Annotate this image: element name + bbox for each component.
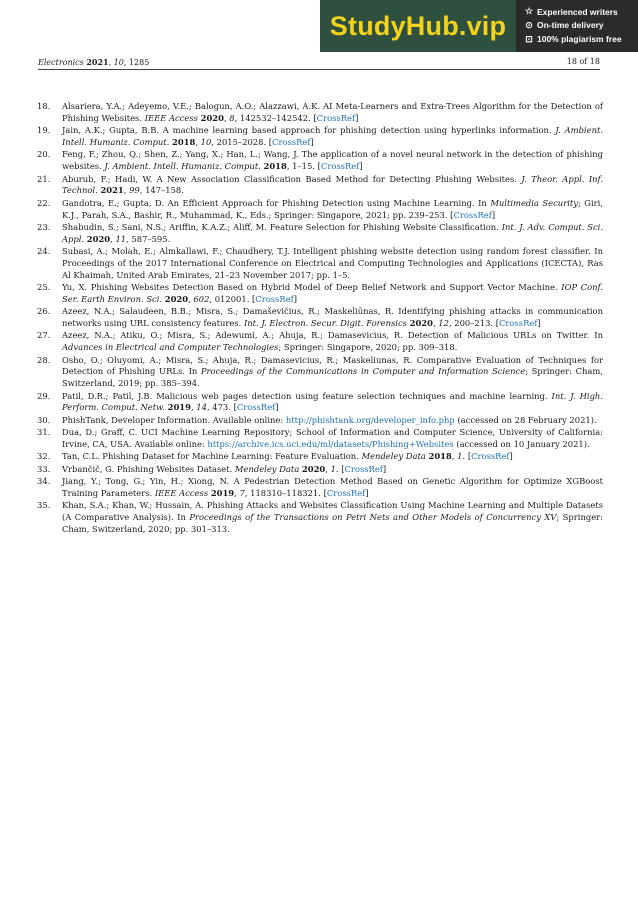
reference-item <box>37 464 603 476</box>
reference-segment: , <box>195 136 201 147</box>
reference-segment: ] <box>509 451 513 462</box>
journal-year: 2021 <box>86 57 109 67</box>
crossref-link[interactable]: CrossRef <box>471 451 510 462</box>
reference-segment: IOP Conf. Ser. Earth Environ. Sci. <box>62 282 604 304</box>
reference-segment: 12 <box>438 318 449 329</box>
reference-number: 21. <box>37 173 51 184</box>
reference-segment: 10 <box>200 136 212 147</box>
reference-number: 34. <box>37 476 51 487</box>
reference-number: 31. <box>37 427 51 438</box>
star-icon: ☆ <box>524 6 534 17</box>
journal-volume: 10 <box>113 58 124 67</box>
reference-number: 26. <box>37 306 51 317</box>
reference-item <box>37 306 603 330</box>
reference-segment: IEEE Access <box>154 488 209 498</box>
reference-segment: 2020 <box>301 463 326 474</box>
studyhub-logo[interactable]: StudyHub.vip <box>320 0 516 52</box>
reference-segment: ; Springer: Cham, Switzerland, 2020; pp. 301–313. <box>62 512 603 534</box>
reference-segment: 2018 <box>172 136 196 147</box>
reference-number: 18. <box>37 101 51 111</box>
reference-number: 19. <box>37 125 51 136</box>
page-number: 18 of 18 <box>566 57 600 66</box>
reference-segment: ; Springer: Singapore, 2020; pp. 309–318. <box>278 342 458 353</box>
article-number: 1285 <box>128 58 150 67</box>
crossref-link[interactable]: CrossRef <box>320 161 360 172</box>
reference-segment: , <box>188 293 194 304</box>
reference-text <box>62 415 603 427</box>
reference-item <box>37 415 603 427</box>
feature-on-time-delivery <box>524 20 638 31</box>
reference-segment: , 012001. [ <box>209 293 256 304</box>
crossref-link[interactable]: CrossRef <box>236 402 276 413</box>
reference-segment: , 473. [ <box>206 402 237 413</box>
reference-text <box>62 330 603 354</box>
reference-segment: (accessed on 28 February 2021). <box>454 414 597 425</box>
reference-segment: 2020 <box>86 233 111 244</box>
reference-segment: , 2015–2028. [ <box>211 136 273 147</box>
reference-segment: Advances in Electrical and Computer Technologies <box>62 342 279 353</box>
reference-segment: Shabudin, S.; Sani, N.S.; Ariffin, K.A.Z.; Aliff, M. Feature Selection for Phishing Website Classification. <box>62 221 502 232</box>
reference-segment: 2018 <box>263 161 287 172</box>
reference-segment: Yu, X. Phishing Websites Detection Based on Hybrid Model of Deep Belief Network and Support Vector Machine. <box>62 282 562 293</box>
reference-number: 22. <box>37 197 51 208</box>
reference-segment: Feng, F.; Zhou, Q.; Shen, Z.; Yang, X.; Han, L.; Wang, J. The application of a novel neural network in the detection of phishing websites. <box>62 149 603 172</box>
reference-number: 24. <box>37 246 51 257</box>
crossref-link[interactable]: CrossRef <box>316 112 356 123</box>
reference-number: 25. <box>37 282 51 293</box>
reference-segment: Int. J. High. Perform. Comput. Netw. <box>62 390 603 413</box>
feature-label: On-time delivery <box>537 20 604 31</box>
reference-segment: . [ <box>462 451 472 462</box>
reference-segment: 99 <box>129 185 140 196</box>
reference-segment: 2018 <box>428 451 452 462</box>
reference-segment: ] <box>275 402 279 413</box>
reference-segment: Patil, D.R.; Patil, J.B. Malicious web pages detection using feature selection techniques and machine learning. <box>62 390 552 401</box>
studyhub-banner[interactable] <box>320 0 638 52</box>
reference-text <box>62 222 603 246</box>
reference-segment: ] <box>537 318 541 329</box>
reference-segment: Dua, D.; Graff, C. UCI Machine Learning Repository; School of Information and Computer Science, University of California: Irvine, CA, USA. Available online: <box>62 427 603 450</box>
banner-features <box>516 0 638 52</box>
reference-text <box>62 101 603 125</box>
reference-segment: , 587–595. <box>126 233 171 244</box>
reference-segment: , <box>190 402 197 413</box>
reference-text <box>62 500 603 535</box>
running-header-citation: Electronics 2021, 10, 1285 <box>38 57 150 67</box>
reference-segment: 2019 <box>210 488 235 498</box>
reference-segment: , <box>451 451 458 462</box>
reference-segment: (accessed on 10 January 2021). <box>453 439 590 450</box>
reference-item <box>37 476 603 500</box>
reference-segment: Vrbančič, G. Phishing Websites Dataset. <box>62 463 235 474</box>
reference-item <box>37 174 603 198</box>
reference-item <box>37 149 603 173</box>
reference-text <box>62 198 603 222</box>
reference-segment: 7 <box>239 488 245 498</box>
crossref-link[interactable]: CrossRef <box>344 463 383 474</box>
reference-item <box>37 125 603 149</box>
reference-segment: 2020 <box>164 293 189 304</box>
url-link[interactable]: http://phishtank.org/developer_info.php <box>285 414 455 425</box>
reference-segment: , 118310–118321. [ <box>244 488 327 498</box>
reference-segment: ] <box>293 293 297 304</box>
reference-number: 23. <box>37 221 51 232</box>
reference-item <box>37 330 603 354</box>
reference-segment: 1 <box>330 463 336 474</box>
reference-segment: 8 <box>229 112 235 123</box>
reference-item <box>37 101 603 125</box>
reference-segment: ] <box>310 136 314 147</box>
reference-segment: . [ <box>335 463 345 474</box>
crossref-link[interactable]: CrossRef <box>453 209 492 220</box>
reference-text <box>62 476 603 500</box>
reference-text <box>62 149 603 173</box>
reference-segment: ] <box>365 488 369 498</box>
feature-label: Experienced writers <box>537 6 618 17</box>
reference-segment: Mendeley Data <box>234 463 300 474</box>
reference-segment: ; Springer: Cham, Switzerland, 2019; pp. 385–394. <box>62 366 603 389</box>
reference-segment: Alsariera, Y.A.; Adeyemo, V.E.; Balogun, A.O.; Alazzawi, A.K. AI Meta-Learners and Extra-Trees Algorithm for the Detection of Phishing Websites. <box>62 101 603 123</box>
reference-segment: Osho, O.; Oluyomi, A.; Misra, S.; Ahuja, R.; Damasevicius, R.; Maskeliunas, R. Comparative Evaluation of Techniques for Detection of Phishing URLs. In <box>62 354 603 377</box>
reference-text <box>62 125 603 149</box>
reference-segment: Jiang, Y.; Tong, G.; Yin, H.; Xiong, N. A Pedestrian Detection Method Based on Genetic Algorithm for Optimize XGBoost Training Parameters. <box>62 476 603 498</box>
reference-number: 28. <box>37 354 51 365</box>
reference-segment: J. Ambient. Intell. Humaniz. Comput. <box>62 125 603 147</box>
reference-segment: Azeez, N.A.; Atiku, O.; Misra, S.; Adewumi, A.; Ahuja, R.; Damasevicius, R. Detection of Malicious URLs on Twitter. In <box>62 330 603 341</box>
reference-segment: , 200–213. [ <box>448 318 500 329</box>
reference-text <box>62 427 603 451</box>
reference-number: 33. <box>37 463 51 474</box>
reference-segment: Gandotra, E.; Gupta, D. An Efficient Approach for Phishing Detection using Machine Learning. In <box>62 197 491 208</box>
reference-segment: ] <box>359 161 363 172</box>
reference-item <box>37 427 603 451</box>
feature-label: 100% plagiarism free <box>537 34 622 45</box>
reference-segment: , 147–158. <box>139 185 184 196</box>
reference-text <box>62 174 603 198</box>
reference-item <box>37 198 603 222</box>
reference-segment: ] <box>355 112 359 123</box>
reference-list <box>37 101 603 536</box>
journal-name: Electronics <box>38 58 84 67</box>
reference-number: 32. <box>37 451 51 462</box>
clock-icon: ⊙ <box>525 19 533 30</box>
reference-segment: J. Ambient. Intell. Humaniz. Comput. <box>104 161 261 172</box>
reference-item <box>37 282 603 306</box>
reference-segment: Mendeley Data <box>361 451 426 462</box>
header-divider <box>38 69 600 70</box>
reference-segment: 2020 <box>200 112 224 123</box>
reference-segment: IEEE Access <box>144 112 198 123</box>
reference-segment: 602 <box>193 293 210 304</box>
reference-segment: Int. J. Electron. Secur. Digit. Forensics <box>243 318 407 329</box>
url-link[interactable]: https://archive.ics.uci.edu/ml/datasets/Phishing+Websites <box>207 439 454 450</box>
reference-number: 20. <box>37 149 51 160</box>
reference-segment: 14 <box>196 402 207 413</box>
badge-icon: ⊡ <box>525 33 533 44</box>
reference-item <box>37 500 603 535</box>
reference-item <box>37 391 603 415</box>
reference-segment: 1 <box>457 451 463 462</box>
reference-segment: 2020 <box>409 318 433 329</box>
reference-segment: , <box>223 112 230 123</box>
reference-text <box>62 306 603 330</box>
reference-segment: Aburub, F.; Hadi, W. A New Association Classification Based Method for Detecting Phishing Websites. <box>62 173 522 184</box>
reference-segment: ; Giri, K.J., Parah, S.A., Bashir, R., Muhammad, K., Eds.; Springer: Singapore, 2021; pp. 239–253. [ <box>62 197 604 220</box>
reference-number: 29. <box>37 390 51 401</box>
reference-item <box>37 222 603 246</box>
reference-item <box>37 355 603 390</box>
crossref-link[interactable]: CrossRef <box>272 136 311 147</box>
reference-segment: PhishTank, Developer Information. Available online: <box>62 414 286 425</box>
reference-item <box>37 246 603 281</box>
reference-segment: J. Theor. Appl. Inf. Technol. <box>62 173 603 196</box>
reference-text <box>62 464 603 476</box>
reference-number: 30. <box>37 414 51 425</box>
reference-segment: , <box>123 185 130 196</box>
reference-number: 27. <box>37 330 51 341</box>
reference-segment: , 1–15. [ <box>286 161 321 172</box>
reference-segment: Int. J. Adv. Comput. Sci. Appl. <box>62 221 604 244</box>
reference-segment: Proceedings of the Communications in Computer and Information Science <box>200 366 526 377</box>
reference-text <box>62 391 603 415</box>
reference-segment: , <box>234 488 240 498</box>
reference-segment: , <box>432 318 439 329</box>
reference-segment: 11 <box>115 233 127 244</box>
feature-plagiarism-free <box>524 34 638 45</box>
reference-segment: 2019 <box>167 402 191 413</box>
reference-text <box>62 355 603 390</box>
feature-experienced-writers <box>524 6 638 17</box>
reference-segment: 2021 <box>100 185 124 196</box>
reference-segment: Subasi, A.; Molah, E.; Almkallawi, F.; Chaudhery, T.J. Intelligent phishing website detection using random forest classifier. In Proceedings of the 2017 International Conference on Electrical and Computing Technologies and Applications (ICECTA), Ras Al Khaimah, United Arab Emirates, 21–23 November 2017; pp. 1–5. <box>62 246 603 280</box>
reference-segment: Proceedings of the Transactions on Petri Nets and Other Models of Concurrency XV <box>189 512 557 523</box>
crossref-link[interactable]: CrossRef <box>255 293 294 304</box>
reference-segment: , <box>110 233 116 244</box>
reference-segment: , <box>325 463 331 474</box>
reference-segment: , 142532–142542. [ <box>234 112 317 123</box>
reference-segment: ] <box>382 463 387 474</box>
crossref-link[interactable]: CrossRef <box>326 488 366 498</box>
reference-text <box>62 451 603 463</box>
reference-segment: Khan, S.A.; Khan, W.; Hussain, A. Phishing Attacks and Websites Classification Using Machine Learning and Multiple Datasets (A Comparative Analysis). In <box>62 500 603 523</box>
reference-segment: Jain, A.K.; Gupta, B.B. A machine learning based approach for phishing detection using hyperlinks information. <box>62 125 556 136</box>
reference-segment: ] <box>491 209 496 220</box>
reference-text <box>62 282 603 306</box>
reference-item <box>37 451 603 463</box>
reference-segment: Azeez, N.A.; Salaudeen, B.B.; Misra, S.; Damaševičius, R.; Maskeliūnas, R. Identifying phishing attacks in communication networks using URL consistency features. <box>62 306 603 329</box>
reference-number: 35. <box>37 500 51 511</box>
reference-segment: Multimedia Security <box>490 197 578 208</box>
reference-segment: Tan, C.L. Phishing Dataset for Machine Learning: Feature Evaluation. <box>62 451 362 462</box>
crossref-link[interactable]: CrossRef <box>499 318 538 329</box>
reference-text <box>62 246 603 281</box>
